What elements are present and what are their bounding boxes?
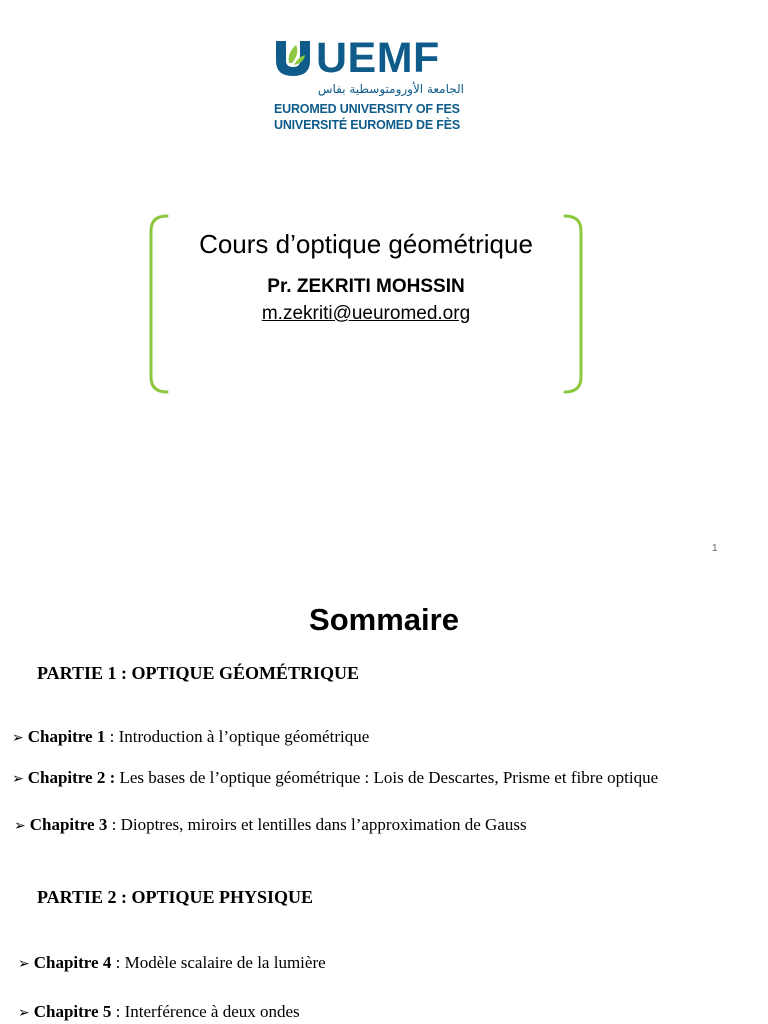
arrow-bullet-icon: ➢ [14, 818, 26, 834]
chapter-item [12, 767, 658, 790]
sommaire-title: Sommaire [309, 602, 459, 637]
arrow-bullet-icon: ➢ [12, 730, 24, 746]
chapter-title: Introduction à l’optique géométrique [118, 727, 370, 746]
course-title: Cours d’optique géométrique [199, 229, 533, 259]
sommaire-slide [0, 566, 768, 1024]
chapter-separator: : [105, 727, 119, 746]
author-name: Pr. ZEKRITI MOHSSIN [267, 276, 465, 297]
arrow-bullet-icon: ➢ [12, 771, 24, 787]
chapter-title: Les bases de l’optique géométrique : Lois de Descartes, Prisme et fibre optique [119, 768, 659, 787]
logo-arabic-name: الجامعة الأورومتوسطية بفاس [317, 82, 464, 96]
chapter-item [12, 726, 369, 749]
chapter-separator: : [107, 815, 121, 834]
chapter-title: Interférence à deux ondes [124, 1002, 300, 1021]
chapter-item [18, 1001, 300, 1024]
logo-wordmark: UEMF [316, 34, 440, 82]
part-heading: PARTIE 1 : OPTIQUE GÉOMÉTRIQUE [37, 663, 360, 683]
page-number: 1 [712, 543, 718, 554]
chapter-separator: : [111, 953, 125, 972]
university-logo [274, 34, 464, 134]
chapter-label: Chapitre 1 [27, 727, 106, 746]
chapter-title: Dioptres, miroirs et lentilles dans l’approximation de Gauss [120, 815, 527, 834]
chapter-title: Modèle scalaire de la lumière [124, 953, 326, 972]
chapter-label: Chapitre 3 [29, 815, 108, 834]
chapter-label: Chapitre 2 : [27, 768, 116, 787]
part-heading: PARTIE 2 : OPTIQUE PHYSIQUE [37, 887, 314, 907]
title-box [147, 213, 585, 395]
arrow-bullet-icon: ➢ [18, 956, 30, 972]
arrow-bullet-icon: ➢ [18, 1005, 30, 1021]
logo-french-name: UNIVERSITÉ EUROMED DE FÈS [274, 118, 460, 132]
chapter-separator: : [111, 1002, 125, 1021]
logo-english-name: EUROMED UNIVERSITY OF FES [274, 102, 460, 116]
chapter-label: Chapitre 4 [33, 953, 112, 972]
uemf-emblem-icon [274, 39, 312, 77]
chapter-label: Chapitre 5 [33, 1002, 112, 1021]
chapter-item [14, 814, 527, 837]
author-email [147, 302, 585, 326]
email-link[interactable]: m.zekriti@ueuromed.org [261, 303, 471, 324]
chapter-item [18, 952, 326, 975]
